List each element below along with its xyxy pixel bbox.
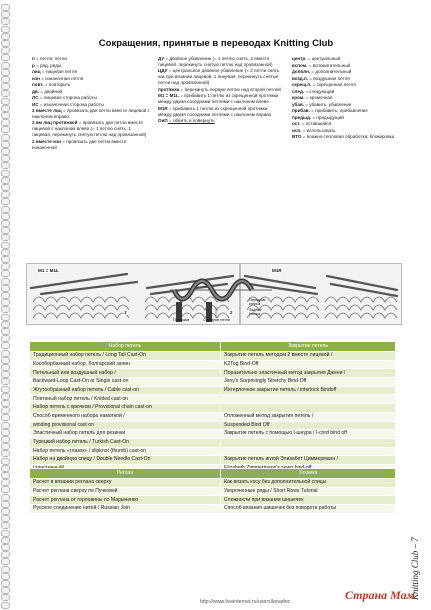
abbreviation-definition: = провязать две петли вместе лицевой с наклоном вправо xyxy=(32,108,150,119)
spiral-ring xyxy=(1,342,10,349)
spiral-ring xyxy=(1,234,10,241)
abbreviation-term: предыд. xyxy=(292,114,312,120)
table-cell-right xyxy=(221,404,396,413)
table-cell-right: Интерлочное закрытие петель / interlock Bindoff xyxy=(221,386,396,395)
spiral-ring xyxy=(1,393,10,400)
table-cell-right: Поразительно эластичный метод закрытия Джени / xyxy=(221,369,396,378)
abbreviation-entry xyxy=(32,120,150,138)
abbreviation-definition: = дополнительный xyxy=(310,69,352,74)
table-row xyxy=(30,487,396,496)
table-row xyxy=(30,456,396,465)
spiral-ring xyxy=(1,501,10,508)
table-row xyxy=(30,404,396,413)
spiral-ring xyxy=(1,544,10,551)
table-cell-left: Кособорбазный набор, болгарский зачин xyxy=(30,360,221,369)
spiral-ring xyxy=(1,270,10,277)
spiral-ring xyxy=(1,371,10,378)
table-row xyxy=(30,421,396,430)
abbreviation-entry xyxy=(292,76,410,82)
table-cell-right: Сложности при вязании шишечек xyxy=(221,496,396,505)
abbreviation-definition: = влажно-тепловая обработка; блокировка xyxy=(301,134,395,139)
table-cell-left: Расчет в вязании реглана сверху xyxy=(30,479,221,488)
abbreviation-definition: = оставшийся xyxy=(300,121,332,126)
table-cell-right: Закрытие петель методом 2 вместе лицевой / xyxy=(221,352,396,361)
abbreviation-definition: = прибавить 1 петлю из скрещенной протяжки между двумя соседними петлями с наклоном влево xyxy=(158,93,279,105)
abbreviation-entry xyxy=(158,68,282,86)
abbreviation-entry xyxy=(32,82,150,88)
table-header-row xyxy=(30,342,396,352)
table-cell-left: Набор на двойную спицу / Double Needle Cast-On xyxy=(30,456,221,465)
table-row xyxy=(30,369,396,378)
abbreviation-entry xyxy=(292,89,410,95)
spiral-ring xyxy=(1,314,10,321)
spiral-ring xyxy=(1,465,10,472)
abbreviation-entry xyxy=(292,82,410,88)
abbreviation-entry xyxy=(158,56,282,68)
abbreviation-definition: = использовать xyxy=(301,127,336,133)
spiral-ring xyxy=(1,126,10,133)
abbreviation-definition: = прибавить 1 петлю из скрещенной протяжки между двумя соседними петлями с наклоном вправо xyxy=(158,105,272,117)
spiral-ring xyxy=(1,458,10,465)
abbreviation-definition: = убавить, убавление xyxy=(304,101,352,107)
spiral-ring xyxy=(1,206,10,213)
table-cell-right: Отложенный метод закрытия петель / xyxy=(221,412,396,421)
table-cell-right: Закрытие петель иглой Элизабет Циммерманн / xyxy=(221,456,396,465)
abbreviation-definition: = лицевая сторона работы xyxy=(38,95,97,100)
abbreviation-entry xyxy=(32,108,150,120)
abbreviation-term: р xyxy=(32,62,35,68)
abbreviation-term: п xyxy=(32,56,35,61)
table-cell-right xyxy=(221,447,396,456)
table-row xyxy=(30,430,396,439)
abbreviation-entry xyxy=(292,108,410,114)
label-perednyaya: Передняя стенка xyxy=(249,298,266,306)
abbreviation-entry xyxy=(32,89,150,95)
spiral-ring xyxy=(1,602,10,609)
spiral-ring xyxy=(1,141,10,148)
abbreviation-entry xyxy=(158,106,282,118)
abbreviation-term: ДУ xyxy=(158,56,165,61)
spiral-ring xyxy=(1,386,10,393)
spiral-ring xyxy=(1,26,10,33)
spiral-ring xyxy=(1,119,10,126)
abbreviation-definition: = двойной xyxy=(39,88,63,94)
spiral-ring xyxy=(1,83,10,90)
spiral-ring xyxy=(1,357,10,364)
spiral-ring xyxy=(1,285,10,292)
table-header-row xyxy=(30,469,396,479)
spiral-ring xyxy=(1,350,10,357)
table-row xyxy=(30,438,396,447)
abbreviation-term: убав. xyxy=(292,101,305,107)
spiral-ring xyxy=(1,105,10,112)
spiral-ring xyxy=(1,414,10,421)
abbreviation-entry xyxy=(158,93,282,105)
table-cell-right xyxy=(221,438,396,447)
abbreviation-term: лиц xyxy=(32,69,41,74)
spiral-ring xyxy=(1,249,10,256)
table-cell-left: Расчет реглана от горловины по Марыненко xyxy=(30,496,221,505)
abbreviation-definition: = двойное убавление (= 1 петлю снять, 2 вместе лицевой, перекинуть снятую петлю над провязанной) xyxy=(158,56,273,67)
spiral-ring xyxy=(1,508,10,515)
table-cell-left: Backward-Loop Cast-On or Single cast-on xyxy=(30,378,221,387)
spiral-ring xyxy=(1,400,10,407)
abbreviation-definition: = центральное двойное убавление (= 2 петли снять как при вязании лицевой, 1 лицевая, перекинуть снятые петли над провязанной) xyxy=(158,68,280,86)
abbreviation-term: M1R xyxy=(158,105,168,111)
spiral-ring xyxy=(1,227,10,234)
spiral-ring xyxy=(1,479,10,486)
abbreviation-entry xyxy=(292,63,410,69)
table-cell-left: Набор петель «глазок» / slipknot (thumb) cast-on xyxy=(30,447,221,456)
abbreviation-entry xyxy=(32,139,150,151)
table-cell-left: Расчет реглана сверху по Пучковой xyxy=(30,487,221,496)
spiral-ring xyxy=(1,335,10,342)
spiral-ring xyxy=(1,112,10,119)
spiral-ring xyxy=(1,450,10,457)
spiral-ring xyxy=(1,594,10,601)
abbreviation-definition: = воздушная петля xyxy=(308,75,350,81)
table-row xyxy=(30,386,396,395)
spiral-ring xyxy=(1,422,10,429)
spiral-ring xyxy=(1,587,10,594)
abbreviation-entry xyxy=(32,63,150,69)
spiral-ring xyxy=(1,407,10,414)
table-row xyxy=(30,505,396,514)
table-cell-left: Эластичный набор петель для резинки xyxy=(30,430,221,439)
header-bind-off: Закрытие петель xyxy=(221,342,396,352)
table-cell-right xyxy=(221,395,396,404)
spiral-ring xyxy=(1,551,10,558)
abbreviation-definition: = повторить xyxy=(43,82,71,87)
spiral-ring xyxy=(1,69,10,76)
table-cell-left: Петельный или воздушный набор / xyxy=(30,369,221,378)
spiral-ring xyxy=(1,242,10,249)
abbreviation-term: дв. xyxy=(32,88,40,94)
abbreviation-term: скрещ.п. xyxy=(292,82,312,87)
spiral-ring xyxy=(1,486,10,493)
abbreviation-term: протяжка xyxy=(158,86,180,92)
spiral-ring xyxy=(1,573,10,580)
table-row xyxy=(30,352,396,361)
table-row xyxy=(30,412,396,421)
abbreviation-entry xyxy=(292,121,410,127)
abbreviations-column-3 xyxy=(292,56,410,141)
abbreviation-term: повт. xyxy=(32,82,44,87)
abbreviation-entry xyxy=(158,118,282,124)
vertical-magazine-label xyxy=(398,500,426,600)
abbreviations-column-2 xyxy=(158,56,282,125)
spiral-ring xyxy=(1,62,10,69)
spiral-ring xyxy=(1,191,10,198)
table-row xyxy=(30,395,396,404)
spiral-ring xyxy=(1,155,10,162)
table-cell-right: Suspended Bind Off xyxy=(221,421,396,430)
abbreviation-definition: = изнаночная петля xyxy=(39,75,84,81)
spiral-ring xyxy=(1,537,10,544)
spiral-ring xyxy=(1,47,10,54)
abbreviation-term: ОиП xyxy=(158,118,168,124)
table-row xyxy=(30,447,396,456)
spiral-ring xyxy=(1,170,10,177)
spiral-ring xyxy=(1,90,10,97)
label-m1r: M1R xyxy=(272,268,282,273)
spiral-ring xyxy=(1,4,10,11)
spiral-ring xyxy=(1,429,10,436)
abbreviation-definition: = изнаночная сторона работы xyxy=(38,101,104,107)
spiral-ring xyxy=(1,530,10,537)
spiral-ring xyxy=(1,184,10,191)
spiral-ring xyxy=(1,580,10,587)
spiral-ring xyxy=(1,198,10,205)
abbreviation-term: центр. xyxy=(292,56,307,61)
spiral-ring xyxy=(1,76,10,83)
spiral-binding xyxy=(0,0,10,610)
spiral-ring xyxy=(1,148,10,155)
abbreviation-definition: = кромочная xyxy=(304,95,333,100)
table-row xyxy=(30,496,396,505)
abbreviation-definition: = прибавить, прибавление xyxy=(309,108,368,113)
raglan-technique-table xyxy=(29,468,396,514)
abbreviation-term: след. xyxy=(292,88,305,94)
abbreviation-term: исп. xyxy=(292,127,302,133)
label-sosednie: Соседние петли xyxy=(203,318,230,322)
spiral-ring xyxy=(1,515,10,522)
label-protyazhka: Протяжка xyxy=(173,318,190,322)
abbreviation-term: прибав. xyxy=(292,108,310,113)
table-cell-right: Закрытие петель с помощью I-шнура / I-cord bind off xyxy=(221,430,396,439)
spiral-ring xyxy=(1,443,10,450)
table-cell-left: Русское соединение нитей / Russian Join xyxy=(30,505,221,514)
label-num-1: 1 xyxy=(124,310,127,315)
abbreviation-definition: = обвить и повернуть xyxy=(167,118,215,124)
abbreviation-definition: = центральный xyxy=(306,56,341,61)
spiral-ring xyxy=(1,11,10,18)
spiral-ring xyxy=(1,220,10,227)
header-cast-on: Набор петель xyxy=(30,342,221,352)
abbreviation-term: 2 вместе лиц xyxy=(32,108,62,113)
table-cell-right: Способ вязания шишечек без поворота работы xyxy=(221,505,396,514)
abbreviation-entry xyxy=(32,69,150,75)
label-zadnyaya: Задняя стенка xyxy=(249,308,262,316)
abbreviations-column-1 xyxy=(32,56,150,151)
abbreviation-definition: = лицевая петля xyxy=(40,69,77,74)
spiral-ring xyxy=(1,263,10,270)
abbreviation-entry xyxy=(32,102,150,108)
header-technique: Техника xyxy=(221,469,396,479)
abbreviation-entry xyxy=(292,128,410,134)
table-cell-left: Набор петель с крючком / Provisional chain cast-on xyxy=(30,404,221,413)
spiral-ring xyxy=(1,472,10,479)
abbreviation-term: M1 = M1L xyxy=(158,93,179,99)
spiral-ring xyxy=(1,54,10,61)
abbreviation-definition: = петля, петли xyxy=(34,56,67,61)
page-title: Сокращения, принятые в переводах Knitting Club xyxy=(98,38,334,49)
table-row xyxy=(30,378,396,387)
abbreviation-entry xyxy=(158,87,282,93)
abbreviation-term: дополн. xyxy=(292,69,311,74)
table-cell-left: Традиционный набор петель / Long Tail Cast-On xyxy=(30,352,221,361)
spiral-ring xyxy=(1,299,10,306)
spiral-ring xyxy=(1,378,10,385)
spiral-ring xyxy=(1,40,10,47)
spiral-ring xyxy=(1,33,10,40)
abbreviation-term: ИС xyxy=(32,101,39,107)
abbreviation-entry xyxy=(32,56,150,62)
table-cell-right: Как вязать косу без дополнительной спицы xyxy=(221,479,396,488)
table-cell-left: winding provisional cast on xyxy=(30,421,221,430)
abbreviation-entry xyxy=(32,76,150,82)
spiral-ring xyxy=(1,364,10,371)
table-cell-right: Укороченные ряды / Short Rows Tutorial xyxy=(221,487,396,496)
header-raglan: Реглан xyxy=(30,469,221,479)
label-m1-m1l: M1 = M1L xyxy=(38,268,59,273)
spiral-ring xyxy=(1,18,10,25)
footer-url: http://www.liveinternet.ru/users/lenadoc xyxy=(200,599,291,605)
magazine-page-label: Knitting Club – 7 xyxy=(410,537,420,600)
table-cell-right: K2Tog Bind-Off xyxy=(221,360,396,369)
abbreviation-entry xyxy=(292,102,410,108)
spiral-ring xyxy=(1,494,10,501)
abbreviation-term: ЛС xyxy=(32,95,39,100)
table-row xyxy=(30,479,396,488)
abbreviation-definition: = провязать две петли вместе изнаночной xyxy=(32,138,127,150)
diagram-protyazhka xyxy=(168,278,274,328)
abbreviation-definition: = следующий xyxy=(304,88,335,94)
spiral-ring xyxy=(1,256,10,263)
spiral-ring xyxy=(1,328,10,335)
spiral-ring xyxy=(1,98,10,105)
abbreviation-term: ост. xyxy=(292,121,301,126)
table-row xyxy=(30,360,396,369)
abbreviation-entry xyxy=(292,95,410,101)
table-cell-left: Способ временного набора намоткой / xyxy=(30,412,221,421)
abbreviation-term: ЦДУ xyxy=(158,68,168,74)
spiral-ring xyxy=(1,321,10,328)
spiral-ring xyxy=(1,292,10,299)
spiral-ring xyxy=(1,566,10,573)
abbreviation-definition: = скрещенная петля xyxy=(311,82,356,87)
abbreviation-entry xyxy=(292,56,410,62)
spiral-ring xyxy=(1,278,10,285)
watermark-logo: Страна Мам xyxy=(345,588,415,602)
label-num-2: 2 xyxy=(230,310,233,315)
abbreviation-definition: = предыдущий xyxy=(311,114,344,120)
abbreviation-term: 2 вместе изн xyxy=(32,138,62,144)
spiral-ring xyxy=(1,306,10,313)
abbreviation-definition: = провязать две петли вместе лицевой с наклоном влево (= 1 петлю снять, 1 лицевая, перекинуть снятую петлю над провязанной) xyxy=(32,120,147,138)
abbreviation-entry xyxy=(292,69,410,75)
abbreviation-entry xyxy=(292,115,410,121)
abbreviation-term: кром. xyxy=(292,95,305,100)
spiral-ring xyxy=(1,558,10,565)
abbreviation-definition: = вспомогательный xyxy=(307,62,351,68)
abbreviation-entry xyxy=(32,95,150,101)
spiral-ring xyxy=(1,436,10,443)
table-cell-left: Турецкий набор петель / Turkish Cast-On xyxy=(30,438,221,447)
abbreviation-term: 2 вм лиц протяжкой xyxy=(32,120,78,126)
spiral-ring xyxy=(1,162,10,169)
table-cell-right: Jeny's Surprisingly Stretchy Bind-Off xyxy=(221,378,396,387)
spiral-ring xyxy=(1,522,10,529)
abbreviation-term: изн xyxy=(32,75,40,81)
abbreviation-term: ВТО xyxy=(292,134,302,139)
abbreviation-term: вспом. xyxy=(292,62,308,68)
spiral-ring xyxy=(1,177,10,184)
abbreviation-definition: = ряд, ряды xyxy=(34,62,62,68)
abbreviation-term: возд.п. xyxy=(292,75,309,81)
spiral-ring xyxy=(1,134,10,141)
abbreviation-entry xyxy=(292,134,410,140)
abbreviation-definition: = перекинуть первую петлю над второй петлей xyxy=(179,86,281,92)
spiral-ring xyxy=(1,213,10,220)
cast-on-bind-off-table xyxy=(29,341,396,482)
table-cell-left: Плетеный набор петель / Knitted cast-on xyxy=(30,395,221,404)
table-cell-left: Жгутообразный набор петель / Cable cast-on xyxy=(30,386,221,395)
